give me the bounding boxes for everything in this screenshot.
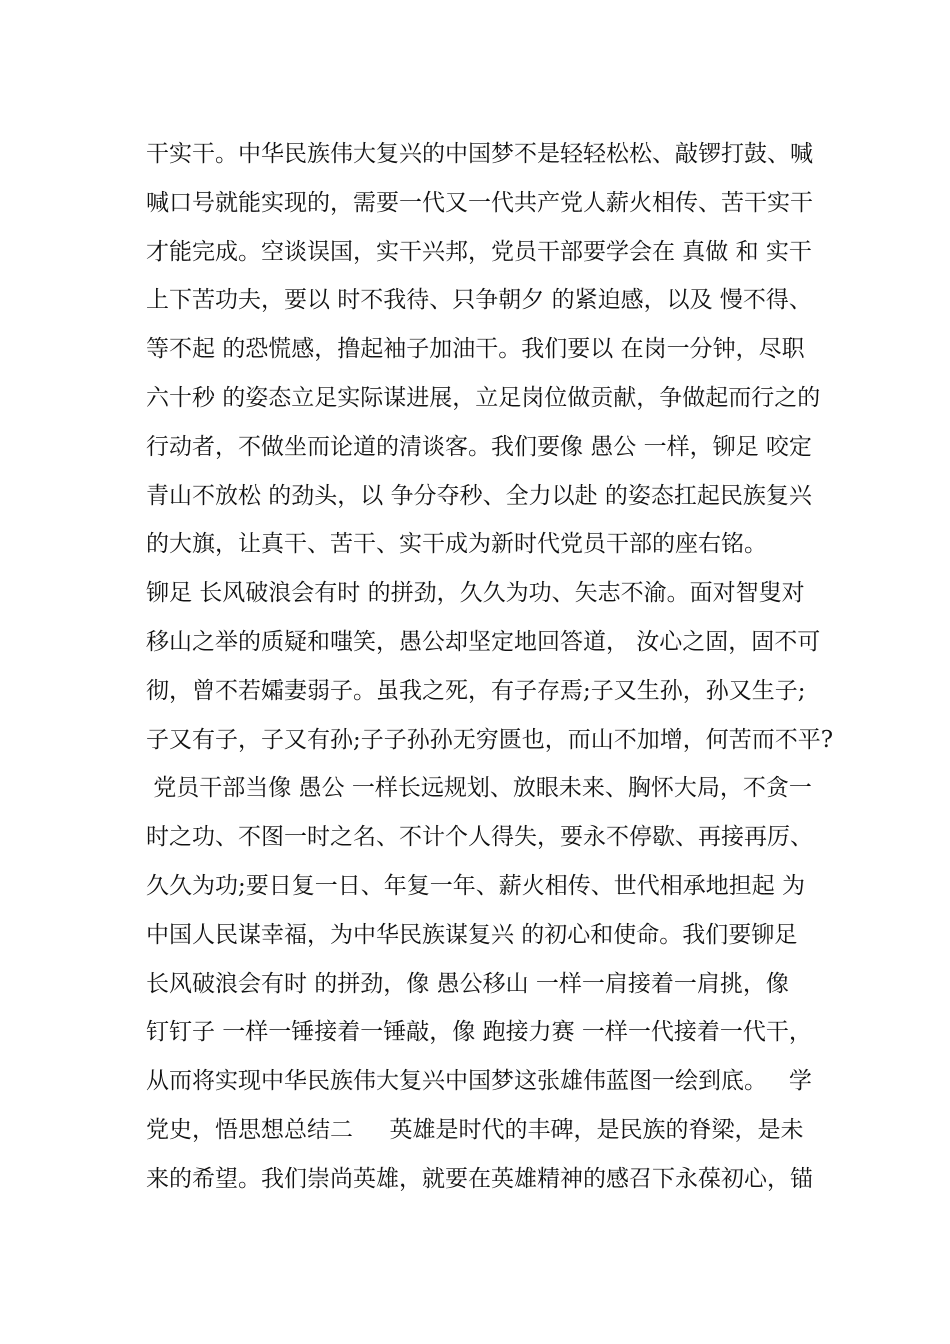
text-line: 等不起 的恐慌感，撸起袖子加油干。我们要以 在岗一分钟，尽职: [146, 336, 805, 363]
text-line: 钉钉子 一样一锤接着一锤敲，像 跑接力赛 一样一代接着一代干，: [146, 1019, 812, 1046]
text-line: 六十秒 的姿态立足实际谋进展，立足岗位做贡献，争做起而行之的: [146, 384, 821, 411]
text-line: 来的希望。我们崇尚英雄，就要在英雄精神的感召下永葆初心，锚: [146, 1165, 813, 1192]
text-line: 子又有子，子又有孙;子子孙孙无穷匮也，而山不加增，何苦而不平?: [146, 726, 834, 753]
body-text: [146, 130, 834, 1204]
text-line: 才能完成。空谈误国，实干兴邦，党员干部要学会在 真做 和 实干: [146, 238, 812, 265]
text-line: 移山之举的质疑和嗤笑，愚公却坚定地回答道， 汝心之固，固不可: [146, 628, 821, 655]
text-line: 彻，曾不若孀妻弱子。虽我之死，有子存焉;子又生孙，孙又生子;: [146, 677, 806, 704]
text-line: 的大旗，让真干、苦干、实干成为新时代党员干部的座右铭。: [146, 531, 767, 558]
text-line: 党史，悟思想总结二 英雄是时代的丰碑，是民族的脊梁，是未: [146, 1116, 804, 1143]
text-line: 干实干。中华民族伟大复兴的中国梦不是轻轻松松、敲锣打鼓、喊: [146, 141, 813, 167]
text-line: 从而将实现中华民族伟大复兴中国梦这张雄伟蓝图一绘到底。 学: [146, 1068, 812, 1095]
text-line: 喊口号就能实现的，需要一代又一代共产党人薪火相传、苦干实干: [146, 189, 813, 216]
text-line: 青山不放松 的劲头，以 争分夺秒、全力以赴 的姿态扛起民族复兴: [146, 482, 812, 509]
text-line: 中国人民谋幸福，为中华民族谋复兴 的初心和使命。我们要铆足: [146, 921, 798, 948]
text-line: 时之功、不图一时之名、不计个人得失，要永不停歇、再接再厉、: [146, 824, 813, 851]
text-line: 长风破浪会有时 的拼劲，像 愚公移山 一样一肩接着一肩挑，像: [146, 970, 789, 997]
text-line: 久久为功;要日复一日、年复一年、薪火相传、世代相承地担起 为: [146, 872, 806, 899]
text-line: 上下苦功夫，要以 时不我待、只争朝夕 的紧迫感，以及 慢不得、: [146, 287, 812, 314]
text-line: 党员干部当像 愚公 一样长远规划、放眼未来、胸怀大局，不贪一: [146, 775, 812, 802]
text-line: 铆足 长风破浪会有时 的拼劲，久久为功、矢志不渝。面对智叟对: [146, 580, 805, 607]
text-line: 行动者，不做坐而论道的清谈客。我们要像 愚公 一样，铆足 咬定: [146, 433, 812, 460]
